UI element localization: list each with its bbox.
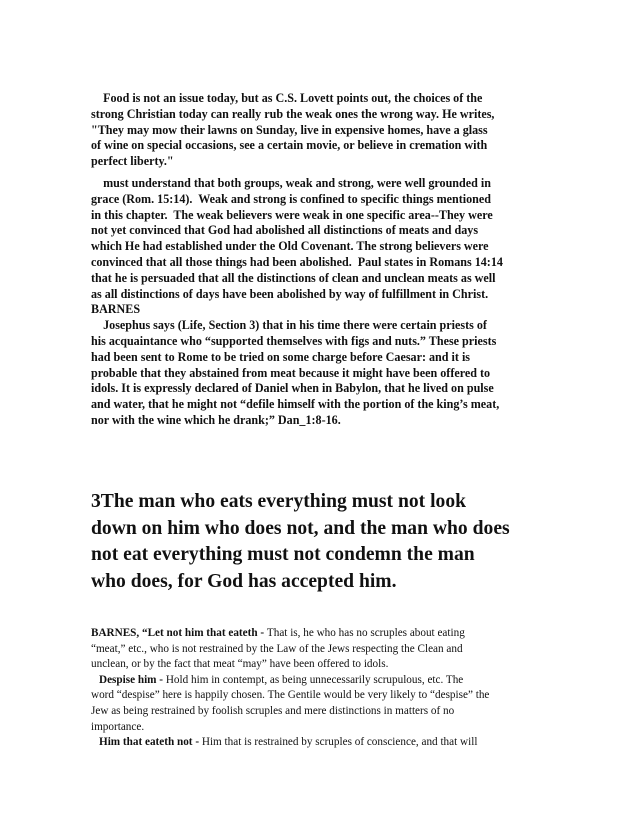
text-line: as all distinctions of days have been abolished by way of fulfillment in Christ. xyxy=(91,286,489,301)
verse-line: 3The man who eats everything must not look xyxy=(91,491,467,512)
commentary-text: Hold him in contempt, as being unnecessarily scrupulous, etc. The xyxy=(165,673,464,686)
commentary-line: Jew as being restrained by foolish scruples and mere distinctions in matters of no xyxy=(91,704,455,717)
barnes-label: BARNES xyxy=(91,302,141,317)
commentary-line: importance. xyxy=(91,720,145,733)
commentary-line xyxy=(91,626,551,642)
eateth-not-lemma: Him that eateth not - xyxy=(99,736,202,749)
commentary-text: Him that is restrained by scruples of conscience, and that will xyxy=(201,736,478,749)
barnes-lemma: BARNES, “Let not him that eateth - xyxy=(91,627,267,639)
lovett-paragraph xyxy=(91,91,541,170)
text-line: that he is persuaded that all the distinctions of clean and unclean meats as well xyxy=(91,270,496,285)
text-line: probable that they abstained from meat because it might have been offered to xyxy=(91,365,491,380)
text-line: perfect liberty." xyxy=(91,154,174,169)
weak-strong-paragraph xyxy=(91,176,541,429)
text-line: and water, that he might not “defile himself with the portion of the king’s meat, xyxy=(91,397,500,412)
commentary-line: unclean, or by the fact that meat “may” have been offered to idols. xyxy=(91,658,389,671)
commentary-text: That is, he who has no scruples about eating xyxy=(266,627,465,639)
commentary-line: word “despise” here is happily chosen. The Gentile would be very likely to “despise” the xyxy=(91,689,490,702)
text-line: which He had established under the Old Covenant. The strong believers were xyxy=(91,239,489,254)
text-line: Josephus says (Life, Section 3) that in his time there were certain priests of xyxy=(91,318,487,333)
despise-lemma: Despise him - xyxy=(99,673,166,686)
text-line: in this chapter. The weak believers were weak in one specific area--They were xyxy=(91,207,493,222)
text-line: grace (Rom. 15:14). Weak and strong is confined to specific things mentioned xyxy=(91,191,491,206)
barnes-commentary xyxy=(91,626,551,751)
text-line: had been sent to Rome to be tried on some charge before Caesar: and it is xyxy=(91,349,471,364)
text-line: of wine on special occasions, see a certain movie, or believe in cremation with xyxy=(91,138,488,153)
text-line: must understand that both groups, weak and strong, were well grounded in xyxy=(91,176,491,190)
text-line: idols. It is expressly declared of Daniel when in Babylon, that he lived on pulse xyxy=(91,381,494,396)
text-line: not yet convinced that God had abolished all distinctions of meats and days xyxy=(91,223,479,238)
text-line: his acquaintance who “supported themselves with figs and nuts.” These priests xyxy=(91,333,497,348)
verse-line: not eat everything must not condemn the man xyxy=(91,544,475,566)
text-line: Food is not an issue today, but as C.S. Lovett points out, the choices of the xyxy=(91,91,483,105)
verse-heading xyxy=(91,489,541,596)
text-line: nor with the wine which he drank;” Dan_1:8-16. xyxy=(91,412,341,427)
verse-line: who does, for God has accepted him. xyxy=(91,571,397,593)
verse-line: down on him who does not, and the man who does xyxy=(91,517,510,539)
commentary-line xyxy=(91,673,551,689)
text-line: strong Christian today can really rub the weak ones the wrong way. He writes, xyxy=(91,106,495,121)
commentary-line: “meat,” etc., who is not restrained by the Law of the Jews respecting the Clean and xyxy=(91,642,463,655)
text-line: "They may mow their lawns on Sunday, live in expensive homes, have a glass xyxy=(91,122,488,137)
text-line: convinced that all those things had been abolished. Paul states in Romans 14:14 xyxy=(91,254,503,269)
commentary-line xyxy=(91,735,551,751)
